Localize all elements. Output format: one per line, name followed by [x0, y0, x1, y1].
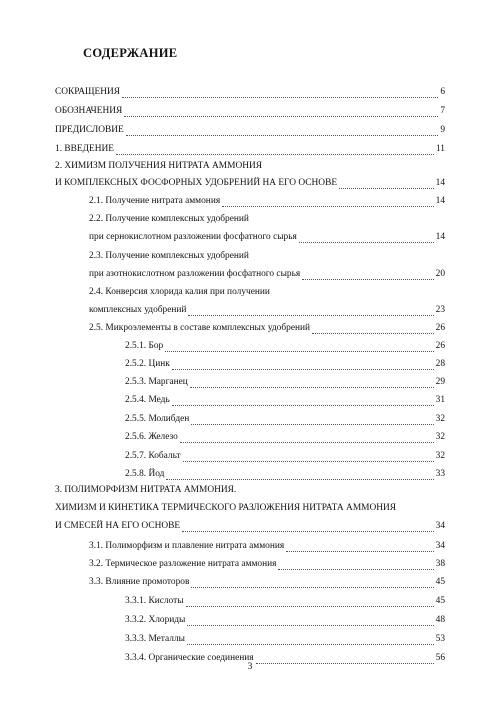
toc-entry-page: 34: [435, 541, 445, 551]
toc-entry[interactable]: [0, 124, 500, 140]
toc-entry-title: И КОМПЛЕКСНЫХ ФОСФОРНЫХ УДОБРЕНИЙ НА ЕГО ОСНОВЕ: [55, 178, 338, 188]
toc-entry[interactable]: [0, 520, 500, 536]
toc-entry[interactable]: [0, 250, 500, 266]
toc-entry[interactable]: [0, 468, 500, 484]
toc-entry-title: 2. ХИМИЗМ ПОЛУЧЕНИЯ НИТРАТА АММОНИЯ: [55, 161, 263, 171]
toc-leader-dots: [116, 143, 434, 155]
toc-entry[interactable]: [0, 268, 500, 284]
toc-leader-dots: [222, 195, 434, 207]
toc-leader-dots: [191, 413, 434, 425]
toc-entry-title: 3.3. Влияние промоторов: [89, 577, 190, 587]
toc-entry[interactable]: [0, 86, 500, 102]
toc-entry-page: 26: [435, 341, 445, 351]
toc-entry-title: 2.5.5. Молибден: [125, 414, 190, 424]
toc-leader-dots: [187, 633, 434, 645]
toc-entry[interactable]: [0, 484, 500, 500]
toc-entry-page: 14: [435, 196, 445, 206]
page-number: 3: [247, 662, 253, 672]
toc-entry-page: 38: [435, 559, 445, 569]
toc-leader-dots: [186, 595, 434, 607]
toc-entry-page: 45: [435, 577, 445, 587]
toc-entry-page: 9: [440, 125, 445, 135]
toc-entry-title: 2.5.3. Марганец: [125, 377, 188, 387]
toc-entry-title: СОКРАЩЕНИЯ: [55, 87, 121, 97]
toc-entry-title: 3.3.2. Хлориды: [125, 615, 186, 625]
toc-entry[interactable]: [0, 213, 500, 229]
toc-entry-page: 28: [435, 359, 445, 369]
toc-entry-page: 32: [435, 432, 445, 442]
toc-entry-title: 2.2. Получение комплексных удобрений: [89, 214, 249, 224]
toc-entry[interactable]: [0, 558, 500, 574]
toc-leader-dots: [126, 124, 438, 136]
toc-entry[interactable]: [0, 576, 500, 592]
toc-entry-title: 3.1. Полиморфизм и плавление нитрата аммония: [89, 541, 285, 551]
toc-entry[interactable]: [0, 231, 500, 247]
toc-entry[interactable]: [0, 340, 500, 356]
toc-entry-title: 3.2. Термическое разложение нитрата аммония: [89, 559, 277, 569]
toc-leader-dots: [191, 576, 434, 588]
toc-entry[interactable]: [0, 540, 500, 556]
toc-entry[interactable]: [0, 413, 500, 429]
toc-entry-page: 31: [435, 395, 445, 405]
toc-leader-dots: [165, 340, 434, 352]
toc-entry-title: комплексных удобрений: [89, 305, 187, 315]
toc-leader-dots: [312, 322, 434, 334]
toc-leader-dots: [122, 86, 438, 98]
toc-entry-page: 14: [435, 232, 445, 242]
toc-entry[interactable]: [0, 502, 500, 518]
toc-entry-title: 3.3.3. Металлы: [125, 634, 185, 644]
toc-entry-page: 56: [435, 653, 445, 663]
toc-entry-page: 33: [435, 469, 445, 479]
toc-entry-title: 2.4. Конверсия хлорида калия при получении: [89, 287, 270, 297]
toc-entry[interactable]: [0, 177, 500, 193]
toc-entry-title: И СМЕСЕЙ НА ЕГО ОСНОВЕ: [55, 521, 181, 531]
toc-entry[interactable]: [0, 358, 500, 374]
toc-entry[interactable]: [0, 431, 500, 447]
toc-entry-title: 2.5.1. Бор: [125, 341, 164, 351]
toc-leader-dots: [299, 231, 434, 243]
toc-entry-title: 3.3.1. Кислоты: [125, 596, 184, 606]
toc-leader-dots: [339, 177, 434, 189]
toc-entry-title: 2.5.2. Цинк: [125, 359, 170, 369]
toc-entry-title: ОБОЗНАЧЕНИЯ: [55, 106, 123, 116]
toc-entry-title: при сернокислотном разложении фосфатного сырья: [89, 232, 297, 242]
toc-entry[interactable]: [0, 195, 500, 211]
toc-entry-page: 32: [435, 451, 445, 461]
toc-entry[interactable]: [0, 143, 500, 159]
toc-entry-title: 3. ПОЛИМОРФИЗМ НИТРАТА АММОНИЯ.: [55, 485, 237, 495]
toc-entry-page: 53: [435, 634, 445, 644]
toc-entry-title: 2.5.4. Медь: [125, 395, 170, 405]
toc-entry-page: 32: [435, 414, 445, 424]
toc-entry[interactable]: [0, 105, 500, 121]
toc-entry-page: 34: [435, 521, 445, 531]
toc-entry-title: ПРЕДИСЛОВИЕ: [55, 125, 124, 135]
toc-leader-dots: [183, 450, 434, 462]
toc-entry-title: 2.5.6. Железо: [125, 432, 178, 442]
toc-entry-title: 2.1. Получение нитрата аммония: [89, 196, 221, 206]
toc-entry[interactable]: [0, 160, 500, 176]
toc-entry[interactable]: [0, 595, 500, 611]
toc-entry-title: ХИМИЗМ И КИНЕТИКА ТЕРМИЧЕСКОГО РАЗЛОЖЕНИЯ НИТРАТА АММОНИЯ: [55, 503, 397, 513]
toc-entry-title: 2.3. Получение комплексных удобрений: [89, 251, 249, 261]
toc-entry-page: 11: [435, 144, 445, 154]
toc-entry-title: 2.5.8. Йод: [125, 469, 165, 479]
toc-leader-dots: [190, 376, 434, 388]
toc-entry-title: 1. ВВЕДЕНИЕ: [55, 144, 114, 154]
toc-entry-page: 20: [435, 269, 445, 279]
page-title: СОДЕРЖАНИЕ: [83, 46, 178, 60]
toc-entry-page: 48: [435, 615, 445, 625]
toc-entry[interactable]: [0, 322, 500, 338]
toc-leader-dots: [172, 358, 434, 370]
toc-entry[interactable]: [0, 286, 500, 302]
toc-entry-page: 29: [435, 377, 445, 387]
toc-entry-page: 6: [440, 87, 445, 97]
toc-leader-dots: [182, 520, 434, 532]
toc-entry-page: 26: [435, 323, 445, 333]
toc-entry[interactable]: [0, 304, 500, 320]
toc-entry-page: 45: [435, 596, 445, 606]
toc-leader-dots: [180, 431, 434, 443]
toc-entry-page: 7: [440, 106, 445, 116]
toc-entry[interactable]: [0, 633, 500, 649]
toc-leader-dots: [188, 304, 434, 316]
toc-entry-title: при азотнокислотном разложении фосфатного сырья: [89, 269, 301, 279]
toc-entry-page: 23: [435, 305, 445, 315]
toc-leader-dots: [172, 394, 434, 406]
toc-leader-dots: [302, 268, 434, 280]
toc-leader-dots: [187, 614, 434, 626]
toc-entry[interactable]: [0, 614, 500, 630]
toc-entry-title: 2.5.7. Кобальт: [125, 451, 181, 461]
toc-entry[interactable]: [0, 376, 500, 392]
toc-entry[interactable]: [0, 394, 500, 410]
toc-entry-page: 14: [435, 178, 445, 188]
toc-leader-dots: [278, 558, 434, 570]
toc-entry[interactable]: [0, 450, 500, 466]
toc-leader-dots: [286, 540, 434, 552]
toc-entry-title: 3.3.4. Органические соединения: [125, 653, 254, 663]
toc-leader-dots: [124, 105, 438, 117]
toc-leader-dots: [166, 468, 434, 480]
toc-entry-title: 2.5. Микроэлементы в составе комплексных удобрений: [89, 323, 311, 333]
